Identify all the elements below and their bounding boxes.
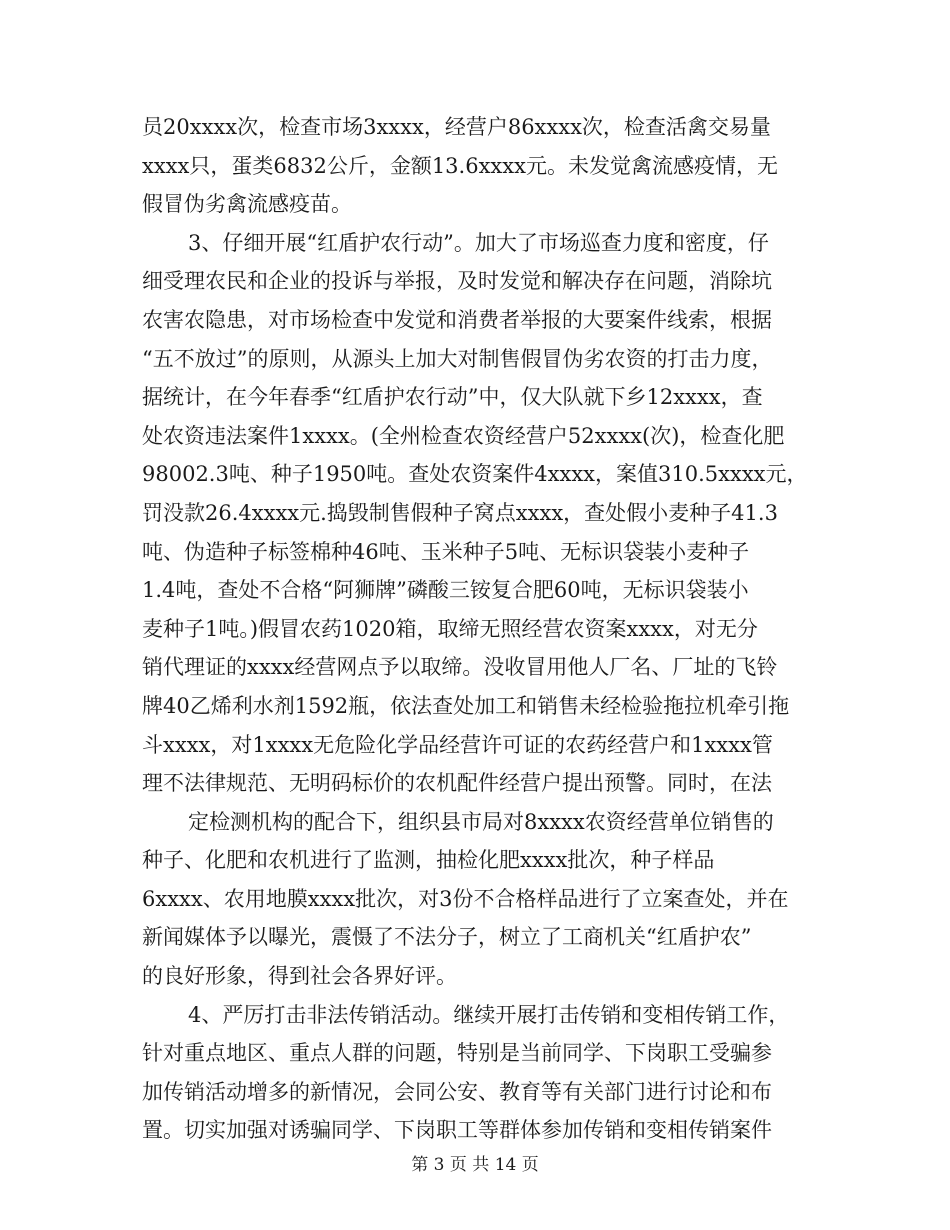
text-line: 定检测机构的配合下，组织县市局对8xxxx农资经营单位销售的: [188, 809, 774, 834]
text-line: 罚没款26.4xxxx元.捣毁制售假种子窝点xxxx，查处假小麦种子41.3: [142, 500, 778, 525]
text-line: 农害农隐患，对市场检查中发觉和消费者举报的大要案件线索，根据: [142, 307, 772, 332]
text-line: 理不法律规范、无明码标价的农机配件经营户提出预警。同时，在法: [142, 771, 772, 796]
text-line: 销代理证的xxxx经营网点予以取缔。没收冒用他人厂名、厂址的飞铃: [142, 655, 778, 680]
text-line: 针对重点地区、重点人群的问题，特别是当前同学、下岗职工受骗参: [142, 1041, 772, 1066]
body-text: [142, 108, 822, 1150]
text-line: xxxx只，蛋类6832公斤，金额13.6xxxx元。未发觉禽流感疫情，无: [142, 153, 778, 178]
text-line: “五不放过”的原则，从源头上加大对制售假冒伪劣农资的打击力度，: [142, 346, 773, 371]
page-footer: 第 3 页 共 14 页: [411, 1155, 539, 1175]
text-line: 牌40乙烯利水剂1592瓶，依法查处加工和销售未经检验拖拉机牵引拖: [142, 693, 790, 718]
text-line: 置。切实加强对诱骗同学、下岗职工等群体参加传销和变相传销案件: [142, 1118, 772, 1143]
text-line: 3、仔细开展“红盾护农行动”。加大了市场巡查力度和密度，仔: [188, 230, 769, 255]
text-line: 细受理农民和企业的投诉与举报，及时发觉和解决存在问题，消除坑: [142, 269, 772, 294]
text-line: 据统计，在今年春季“红盾护农行动”中，仅大队就下乡12xxxx，查: [142, 385, 763, 410]
text-line: 98002.3吨、种子1950吨。查处农资案件4xxxx，案值310.5xxxx元，: [142, 462, 808, 487]
text-line: 假冒伪劣禽流感疫苗。: [142, 192, 352, 217]
text-line: 4、严厉打击非法传销活动。继续开展打击传销和变相传销工作，: [188, 1002, 790, 1027]
text-line: 的良好形象，得到社会各界好评。: [142, 964, 457, 989]
text-line: 1.4吨，查处不合格“阿狮牌”磷酸三铵复合肥60吨，无标识袋装小: [142, 578, 749, 603]
text-line: 麦种子1吨。)假冒农药1020箱，取缔无照经营农资案xxxx，对无分: [142, 616, 758, 641]
text-line: 种子、化肥和农机进行了监测，抽检化肥xxxx批次，种子样品: [142, 848, 715, 873]
text-line: 斗xxxx，对1xxxx无危险化学品经营许可证的农药经营户和1xxxx管: [142, 732, 773, 757]
text-line: 新闻媒体予以曝光，震慑了不法分子，树立了工商机关“红盾护农”: [142, 925, 752, 950]
text-line: 吨、伪造种子标签棉种46吨、玉米种子5吨、无标识袋装小麦种子: [142, 539, 750, 564]
text-line: 处农资违法案件1xxxx。(全州检查农资经营户52xxxx(次)，检查化肥: [142, 423, 785, 448]
text-line: 加传销活动增多的新情况，会同公安、教育等有关部门进行讨论和布: [142, 1079, 772, 1104]
text-line: 员20xxxx次，检查市场3xxxx，经营户86xxxx次，检查活禽交易量: [142, 115, 771, 139]
text-line: 6xxxx、农用地膜xxxx批次，对3份不合格样品进行了立案查处，并在: [142, 886, 789, 911]
